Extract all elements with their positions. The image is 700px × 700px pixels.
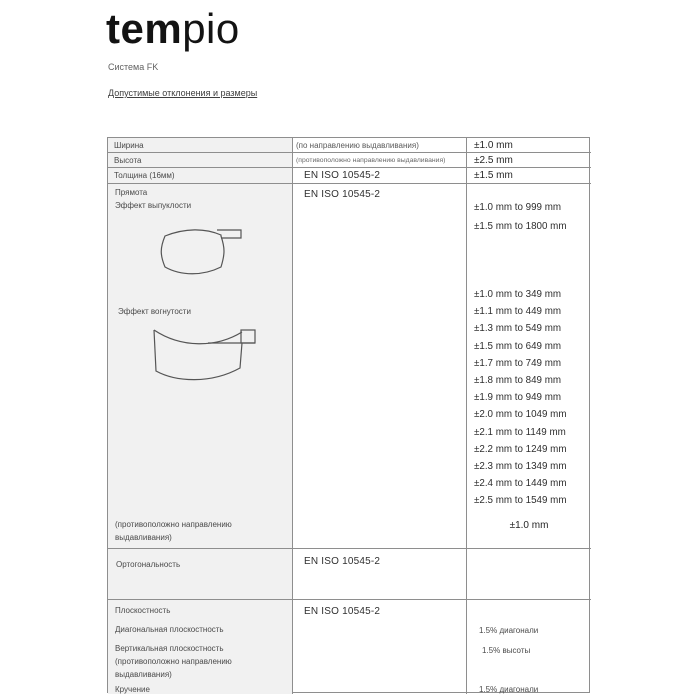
value-line: ±2.1 mm to 1149 mm bbox=[474, 426, 566, 438]
convex-values-list bbox=[474, 199, 567, 236]
flatness-method: EN ISO 10545-2 bbox=[304, 606, 381, 617]
value-line: ±2.5 mm to 1549 mm bbox=[474, 495, 567, 507]
value-line: ±1.7 mm to 749 mm bbox=[474, 357, 562, 369]
value-line: ±1.0 mm to 349 mm bbox=[474, 289, 562, 300]
system-subtitle: Система FK bbox=[108, 62, 159, 72]
thickness-method-cell: EN ISO 10545-2 bbox=[293, 168, 467, 184]
straightness-label: Прямота bbox=[115, 188, 148, 197]
flatness-item-diagonal-label: Диагональная плоскостность bbox=[115, 625, 224, 634]
width-label-cell: Ширина bbox=[108, 138, 293, 153]
value-line: ±1.5 mm to 649 mm bbox=[474, 340, 562, 352]
concave-tile-profile-icon bbox=[146, 324, 261, 388]
value-line: ±1.1 mm to 449 mm bbox=[474, 306, 562, 318]
concave-values-list bbox=[474, 286, 567, 510]
straightness-opposite-label: (противоположно направлению выдавливания) bbox=[115, 520, 232, 542]
height-method-cell: (противоположно направлению выдавливания) bbox=[293, 153, 467, 168]
thickness-value-cell: ±1.5 mm bbox=[467, 168, 591, 184]
straightness-opposite-value: ±1.0 mm bbox=[509, 520, 549, 531]
orthogonality-label-cell bbox=[108, 549, 293, 600]
value-line: ±1.5 mm to 1800 mm bbox=[474, 220, 567, 232]
value-line: ±1.0 mm to 999 mm bbox=[474, 202, 562, 213]
flatness-item-vertical-value: 1.5% высоты bbox=[482, 646, 531, 655]
height-value-cell: ±2.5 mm bbox=[467, 153, 591, 168]
flatness-label: Плоскостность bbox=[115, 606, 171, 615]
value-line: ±2.2 mm to 1249 mm bbox=[474, 443, 567, 455]
value-line: ±1.9 mm to 949 mm bbox=[474, 392, 562, 404]
tolerances-link[interactable]: Допустимые отклонения и размеры bbox=[108, 88, 258, 98]
convex-tile-profile-icon bbox=[155, 224, 247, 282]
flatness-item-diagonal-value: 1.5% диагонали bbox=[479, 626, 539, 635]
straightness-values-cell bbox=[467, 184, 591, 549]
width-method-cell: (по направлению выдавливания) bbox=[293, 138, 467, 153]
flatness-label-cell bbox=[108, 600, 293, 694]
tempio-logo bbox=[106, 5, 240, 52]
tolerances-table bbox=[107, 137, 590, 693]
orthogonality-value-cell bbox=[467, 549, 591, 600]
value-line: ±2.4 mm to 1449 mm bbox=[474, 478, 567, 490]
orthogonality-method: EN ISO 10545-2 bbox=[304, 556, 381, 567]
logo-light-part: pio bbox=[182, 5, 240, 52]
value-line: ±1.3 mm to 549 mm bbox=[474, 323, 562, 335]
value-line: ±1.8 mm to 849 mm bbox=[474, 375, 562, 387]
straightness-method: EN ISO 10545-2 bbox=[304, 189, 381, 200]
convex-effect-label: Эффект выпуклости bbox=[115, 201, 192, 210]
straightness-label-cell bbox=[108, 184, 293, 549]
flatness-item-torsion-value: 1.5% диагонали bbox=[479, 685, 539, 694]
orthogonality-method-cell bbox=[293, 549, 467, 600]
flatness-item-vertical-label: Вертикальная плоскостность (противоположно направлению выдавливания) bbox=[115, 644, 232, 679]
value-line: ±2.0 mm to 1049 mm bbox=[474, 409, 567, 421]
flatness-item-torsion-label: Кручение bbox=[115, 685, 150, 694]
logo-bold-part: tem bbox=[106, 5, 183, 52]
height-label-cell: Высота bbox=[108, 153, 293, 168]
width-value-cell: ±1.0 mm bbox=[467, 138, 591, 153]
flatness-method-cell bbox=[293, 600, 467, 694]
thickness-label-cell: Толщина (16мм) bbox=[108, 168, 293, 184]
flatness-values-cell bbox=[467, 600, 591, 694]
straightness-method-cell bbox=[293, 184, 467, 549]
value-line: ±2.3 mm to 1349 mm bbox=[474, 461, 567, 473]
concave-effect-label: Эффект вогнутости bbox=[118, 307, 191, 316]
orthogonality-label: Ортогональность bbox=[116, 560, 181, 569]
